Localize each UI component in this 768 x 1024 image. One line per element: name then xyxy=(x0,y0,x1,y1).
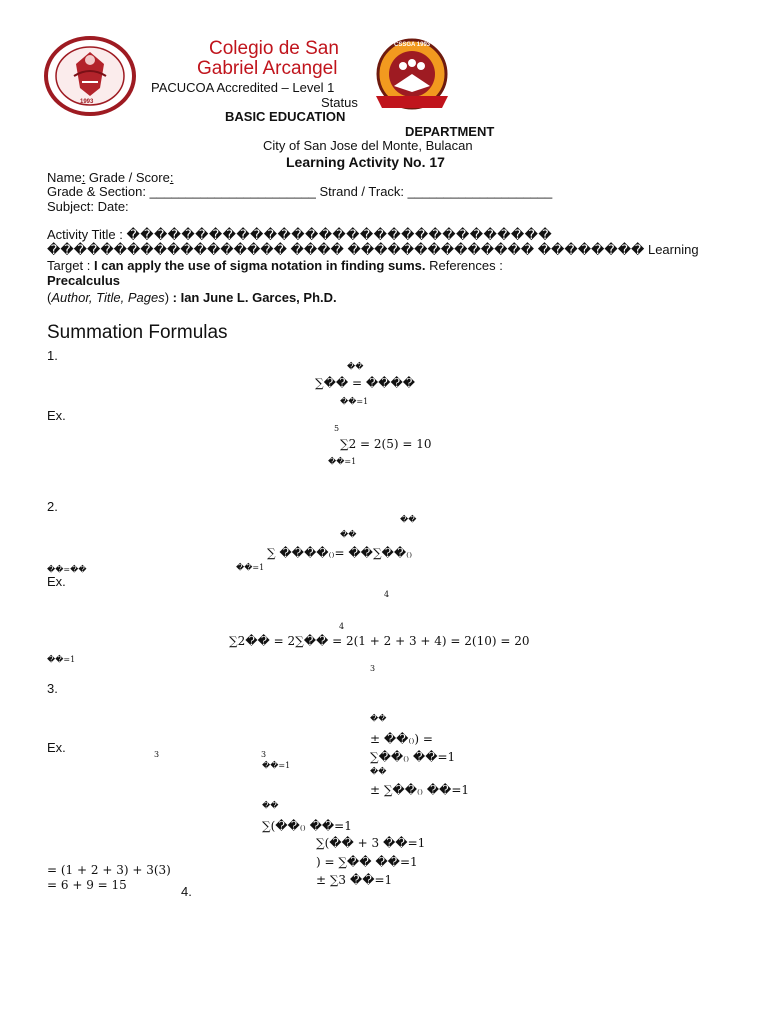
school-location: City of San Jose del Monte, Bulacan xyxy=(263,138,473,153)
formula-3-upper: �� xyxy=(370,714,387,723)
formula-3-ex-upper2: �� xyxy=(262,801,279,810)
formula-2-ex-lower: ��=1 xyxy=(47,655,76,664)
formula-2-ex-main: ∑2�� = 2∑�� = 2(1 + 2 + 3 + 4) = 2(10) = 20 xyxy=(229,634,530,648)
school-name-line1: Colegio de San xyxy=(209,38,339,59)
author-row xyxy=(47,290,337,305)
formula-3-line2-up: �� xyxy=(370,767,387,776)
formula-3-result-2: = 6 + 9 = 15 xyxy=(47,878,127,892)
learning-target-row xyxy=(47,258,503,273)
formula-3-line2: ∑��₍₎ ��=1 xyxy=(370,750,456,764)
formula-3-ex-line4: ± ∑3 ��=1 xyxy=(316,873,393,887)
name-label: Name xyxy=(47,170,82,185)
formula-2-main: ∑ ����₍₎= ��∑��₍₎ xyxy=(267,546,413,560)
author-name: : Ian June L. Garces, Ph.D. xyxy=(172,290,337,305)
school-seal-right xyxy=(368,36,460,116)
paren-close: ) xyxy=(164,290,173,305)
activity-title-text: ������������������������������� xyxy=(126,227,553,242)
activity-title-row xyxy=(47,227,552,243)
formula-2-mid-lower: ��=1 xyxy=(236,563,265,572)
formula-3-number: 3. xyxy=(47,681,58,696)
references-label: References : xyxy=(425,258,503,273)
paren-open: ( xyxy=(47,290,52,305)
formula-1-ex-upper: 5 xyxy=(334,424,340,433)
subject-date-row: Subject: Date: xyxy=(47,199,129,214)
grade-score-label: Grade / Score xyxy=(85,170,170,185)
activity-title-line2 xyxy=(47,242,699,258)
formula-1-upper: �� xyxy=(347,362,364,371)
school-seal-left xyxy=(44,36,136,116)
target-text: I can apply the use of sigma notation in finding sums. xyxy=(93,258,426,273)
formula-3-ex-label: Ex. xyxy=(47,740,66,755)
formula-3-line3: ± ∑��₍₎ ��=1 xyxy=(370,783,470,797)
dept-line1: BASIC EDUCATION xyxy=(225,109,346,124)
accreditation-line1: PACUCOA Accredited – Level 1 xyxy=(151,80,335,95)
formula-2-upper-a: �� xyxy=(400,515,417,524)
book-title: Precalculus xyxy=(47,273,120,288)
formula-2-ex-upper: 4 xyxy=(339,622,345,631)
activity-number: Learning Activity No. 17 xyxy=(286,154,445,170)
formula-3-ex-tiny-b: 3 xyxy=(261,750,267,759)
activity-title-garbled: ������������������ ���� �������������� �������� xyxy=(47,242,645,257)
dept-line2: DEPARTMENT xyxy=(405,124,495,139)
formula-4-number: 4. xyxy=(181,884,192,899)
section-title: Summation Formulas xyxy=(47,322,228,343)
formula-3-result-1: = (1 + 2 + 3) + 3(3) xyxy=(47,863,171,877)
activity-title-label: Activity Title : xyxy=(47,227,123,242)
formula-1-number: 1. xyxy=(47,348,58,363)
grade-score-sep[interactable]: : xyxy=(169,170,174,185)
formula-3-ex-line1: ∑(��₍₎ ��=1 xyxy=(262,819,352,833)
name-sep[interactable]: : xyxy=(81,170,86,185)
formula-1-ex-lower: ��=1 xyxy=(328,457,357,466)
formula-2-number: 2. xyxy=(47,499,58,514)
formula-3-ex-line3: ) = ∑�� ��=1 xyxy=(316,855,418,869)
target-label: Target : xyxy=(47,258,91,273)
seal-text: CSSGA 1993 xyxy=(394,42,431,48)
formula-1-main: ∑�� = ���� xyxy=(315,376,416,390)
formula-3-ex-tiny-a: 3 xyxy=(154,750,160,759)
accreditation-line2: Status xyxy=(321,95,358,110)
author-meta: Author, Title, Pages xyxy=(51,290,165,305)
formula-2-ex-tiny2: 3 xyxy=(370,664,376,673)
learning-word: Learning xyxy=(644,242,699,257)
formula-2-ex-tiny: 4 xyxy=(384,590,390,599)
name-row xyxy=(47,170,173,185)
school-name-line2: Gabriel Arcangel xyxy=(197,58,338,79)
formula-2-upper-b: �� xyxy=(340,530,357,539)
formula-3-ex-lower-b: ��=1 xyxy=(262,761,291,770)
grade-section-row: Grade & Section: _______________________ Strand / Track: ____________________ xyxy=(47,184,553,199)
formula-2-left-lower: ��=�� xyxy=(47,565,87,574)
formula-3-ex-line2: ∑(�� + 3 ��=1 xyxy=(316,836,426,850)
seal-year: 1993 xyxy=(80,99,94,105)
formula-1-ex-main: ∑2 = 2(5) = 10 xyxy=(340,437,432,451)
formula-3-line1: ± ��₍₎) = xyxy=(370,732,433,746)
formula-1-lower: ��=1 xyxy=(340,397,369,406)
formula-2-ex-label: Ex. xyxy=(47,574,66,589)
formula-1-ex-label: Ex. xyxy=(47,408,66,423)
